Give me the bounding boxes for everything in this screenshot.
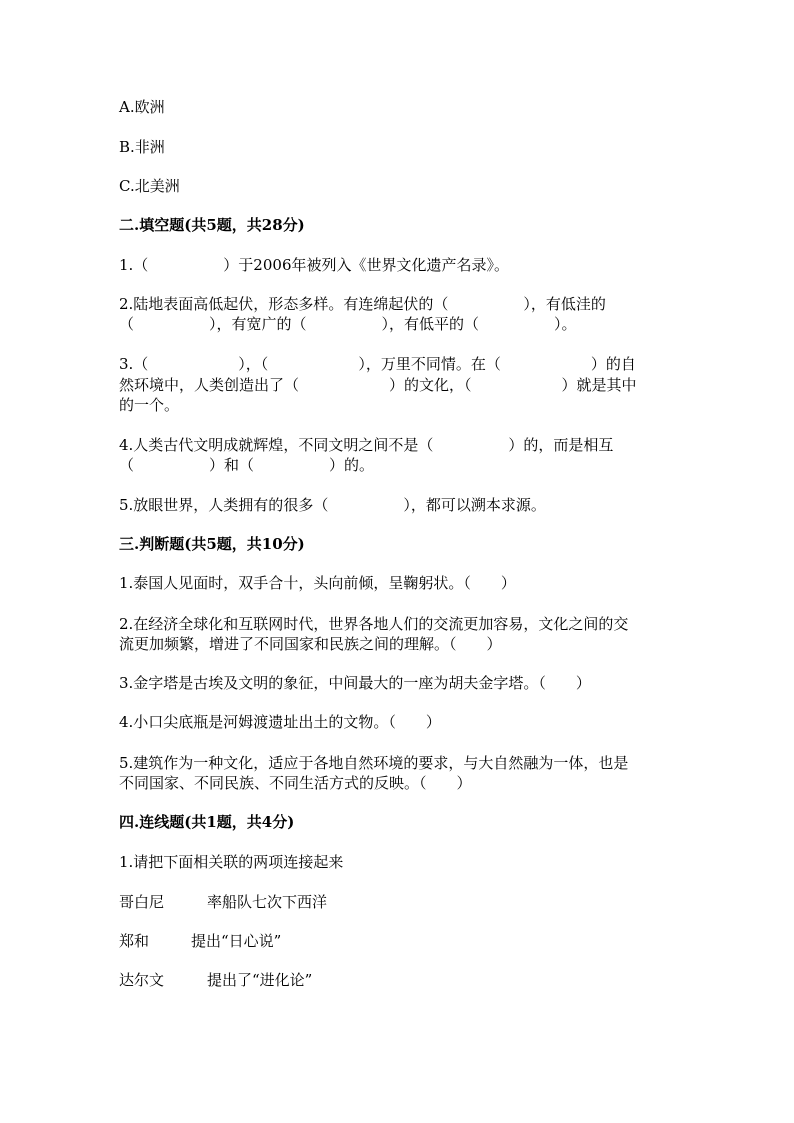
section4-title: 四.连线题(共1题，共4分) <box>119 813 295 831</box>
fill-q3-line2: 然环境中，人类创造出了（ ）的文化，（ ）就是其中 <box>119 376 637 394</box>
judge-q4: 4.小口尖底瓶是河姆渡遗址出土的文物。（ ） <box>119 713 441 731</box>
section2-title: 二.填空题(共5题，共28分) <box>119 216 305 234</box>
section3-title: 三.判断题(共5题，共10分) <box>119 535 305 553</box>
fill-q2-line2: （ ），有宽广的（ ），有低平的（ ）。 <box>119 315 577 333</box>
match-right-1: 率船队七次下西洋 <box>207 893 328 911</box>
fill-q5: 5.放眼世界，人类拥有的很多（ ），都可以溯本求源。 <box>119 496 546 514</box>
judge-q2-line1: 2.在经济全球化和互联网时代，世界各地人们的交流更加容易，文化之间的交 <box>119 615 629 633</box>
fill-q1: 1.（ ）于2006年被列入《世界文化遗产名录》。 <box>119 256 509 274</box>
option-b: B.非洲 <box>119 138 165 156</box>
match-right-2: 提出“日心说” <box>191 932 282 950</box>
match-pair-3 <box>119 970 312 990</box>
fill-q4-line2: （ ）和（ ）的。 <box>119 456 375 474</box>
match-right-3: 提出了“进化论” <box>207 971 313 989</box>
match-pair-1 <box>119 892 327 912</box>
fill-q2-line1: 2.陆地表面高低起伏，形态多样。有连绵起伏的（ ），有低洼的 <box>119 295 606 313</box>
match-left-2: 郑和 <box>119 932 150 950</box>
judge-q2-line2: 流更加频繁，增进了不同国家和民族之间的理解。（ ） <box>119 635 502 653</box>
judge-q1: 1.泰国人见面时，双手合十，头向前倾，呈鞠躬状。（ ） <box>119 574 516 592</box>
fill-q4-line1: 4.人类古代文明成就辉煌，不同文明之间不是（ ）的，而是相互 <box>119 436 614 454</box>
match-pair-2 <box>119 931 281 951</box>
judge-q5-line1: 5.建筑作为一种文化，适应于各地自然环境的要求，与大自然融为一体，也是 <box>119 754 629 772</box>
match-left-3: 达尔文 <box>119 971 165 989</box>
fill-q3-line1: 3.（ ），（ ），万里不同情。在（ ）的自 <box>119 355 636 373</box>
fill-q3-line3: 的一个。 <box>119 396 180 414</box>
judge-q5-line2: 不同国家、不同民族、不同生活方式的反映。（ ） <box>119 774 472 792</box>
option-a: A.欧洲 <box>119 98 165 116</box>
match-q1: 1.请把下面相关联的两项连接起来 <box>119 853 344 871</box>
option-c: C.北美洲 <box>119 177 180 195</box>
match-left-1: 哥白尼 <box>119 893 165 911</box>
judge-q3: 3.金字塔是古埃及文明的象征，中间最大的一座为胡夫金字塔。（ ） <box>119 674 591 692</box>
